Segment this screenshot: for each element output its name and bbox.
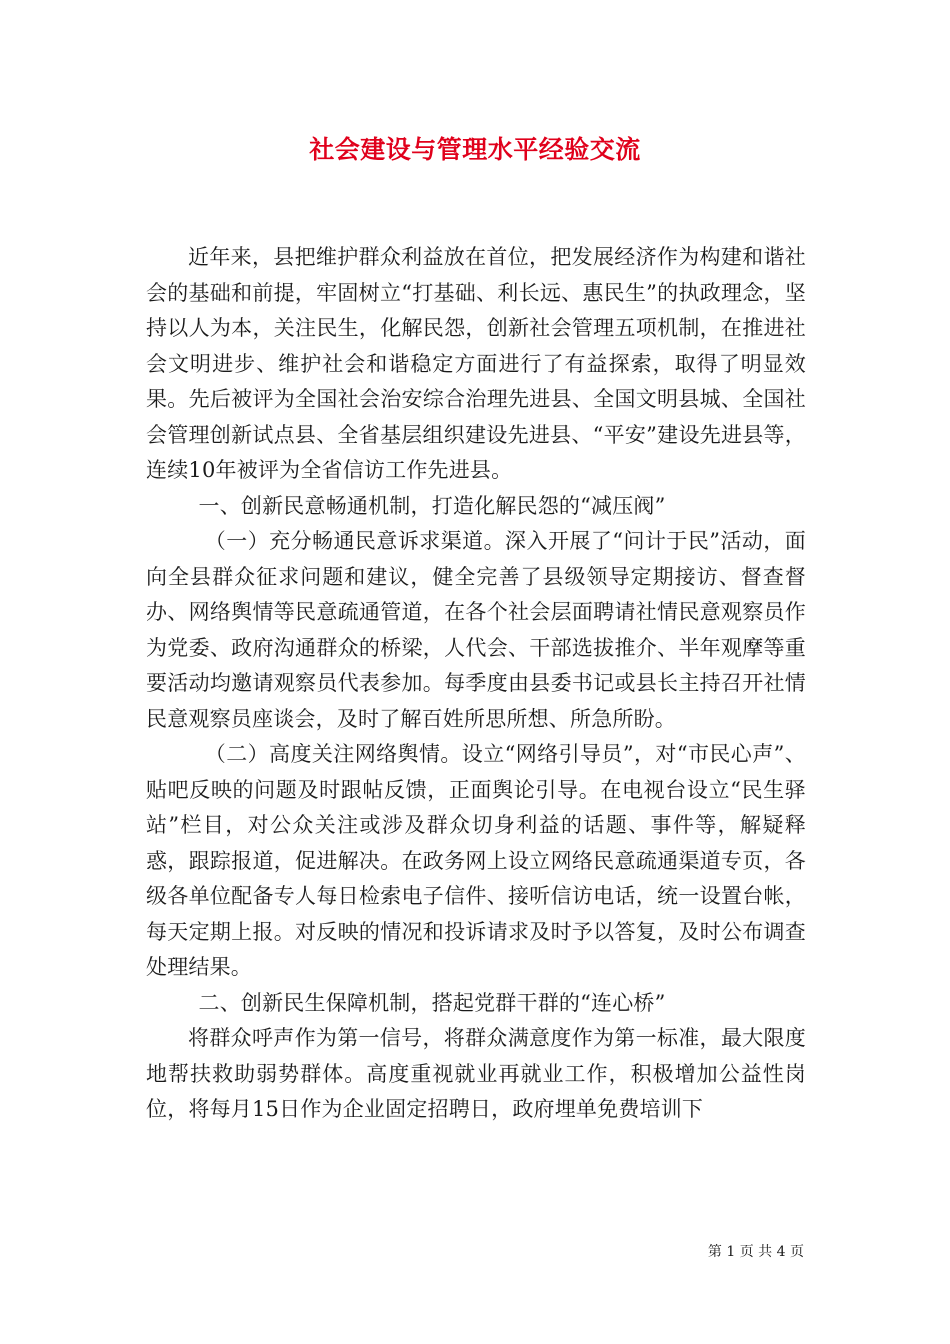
paragraph-section-2: 将群众呼声作为第一信号，将群众满意度作为第一标准，最大限度地帮扶救助弱势群体。高度重视就业再就业工作，积极增加公益性岗位，将每月15日作为企业固定招聘日，政府埋单免费培训下 — [146, 1026, 806, 1121]
document-title: 社会建设与管理水平经验交流 — [309, 135, 641, 164]
section-heading-2: 二、创新民生保障机制，搭起党群干群的“连心桥” — [198, 990, 666, 1015]
paragraph-intro: 近年来，县把维护群众利益放在首位，把发展经济作为构建和谐社会的基础和前提，牢固树立“打基础、利长远、惠民生”的执政理念，坚持以人为本，关注民生，化解民怨，创新社会管理五项机制，在推进社会文明进步、维护社会和谐稳定方面进行了有益探索，取得了明显效果。先后被评为全国社会治安综合治理先进县、全国文明县城、全国社会管理创新试点县、全省基层组织建设先进县、“平安”建设先进县等，连续10年被评为全省信访工作先进县。 — [146, 245, 806, 482]
section-heading-1: 一、创新民意畅通机制，打造化解民怨的“减压阀” — [198, 493, 666, 518]
document-body — [146, 240, 806, 1128]
paragraph-subsection-2: （二）高度关注网络舆情。设立“网络引导员”，对“市民心声”、贴吧反映的问题及时跟帖反馈，正面舆论引导。在电视台设立“民生驿站”栏目，对公众关注或涉及群众切身利益的话题、事件等，解疑释惑，跟踪报道，促进解决。在政务网上设立网络民意疏通渠道专页，各级各单位配备专人每日检索电子信件、接听信访电话，统一设置台帐，每天定期上报。对反映的情况和投诉请求及时予以答复，及时公布调查处理结果。 — [146, 742, 806, 979]
paragraph-subsection-1: （一）充分畅通民意诉求渠道。深入开展了“问计于民”活动，面向全县群众征求问题和建议，健全完善了县级领导定期接访、督查督办、网络舆情等民意疏通管道，在各个社会层面聘请社情民意观察员作为党委、政府沟通群众的桥梁，人代会、干部选拔推介、半年观摩等重要活动均邀请观察员代表参加。每季度由县委书记或县长主持召开社情民意观察员座谈会，及时了解百姓所思所想、所急所盼。 — [146, 529, 806, 731]
page-number-footer: 第 1 页 共 4 页 — [707, 1244, 804, 1260]
